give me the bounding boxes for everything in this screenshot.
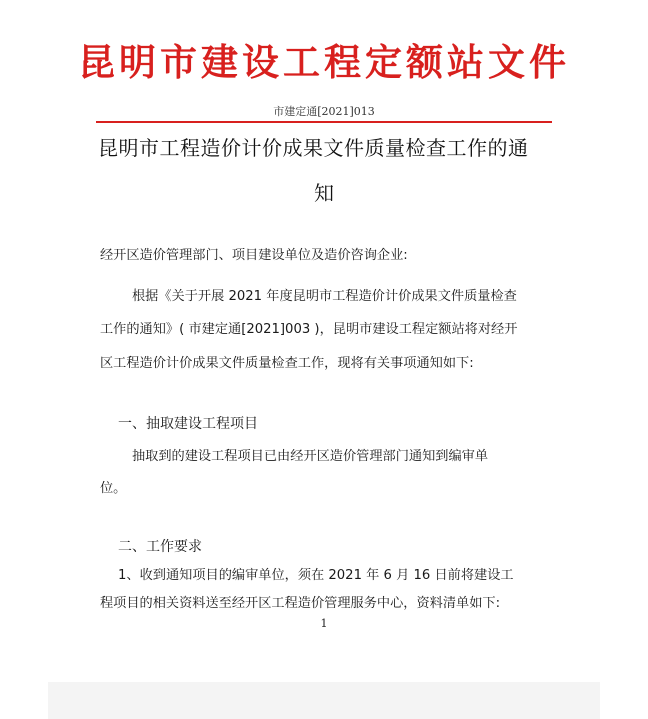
intro-paragraph-line-1: 根据《关于开展 2021 年度昆明市工程造价计价成果文件质量检查 xyxy=(132,289,517,304)
document-number: 市建定通[2021]013 xyxy=(273,105,375,118)
intro-paragraph-line-2: 工作的通知》( 市建定通[2021]003 )，昆明市建设工程定额站将对经开 xyxy=(100,322,518,337)
scan-shadow xyxy=(48,682,600,719)
section-2-line-2: 程项目的相关资料送至经开区工程造价管理服务中心，资料清单如下: xyxy=(100,596,501,611)
section-1-heading: 一、抽取建设工程项目 xyxy=(118,416,258,432)
page-number: 1 xyxy=(320,617,328,630)
section-1-line-2: 位。 xyxy=(100,481,127,496)
section-2-heading: 二、工作要求 xyxy=(118,539,202,555)
letterhead-title: 昆明市建设工程定额站文件 xyxy=(78,40,570,84)
section-2-line-1: 1、收到通知项目的编审单位，须在 2021 年 6 月 16 日前将建设工 xyxy=(118,568,514,583)
section-1-line-1: 抽取到的建设工程项目已由经开区造价管理部门通知到编审单 xyxy=(132,449,489,464)
notice-title-line-2: 知 xyxy=(314,181,334,205)
recipients-line: 经开区造价管理部门、项目建设单位及造价咨询企业: xyxy=(100,248,408,263)
notice-title-line-1: 昆明市工程造价计价成果文件质量检查工作的通 xyxy=(98,136,529,160)
letterhead-divider xyxy=(96,121,552,123)
intro-paragraph-line-3: 区工程造价计价成果文件质量检查工作，现将有关事项通知如下: xyxy=(100,356,474,371)
